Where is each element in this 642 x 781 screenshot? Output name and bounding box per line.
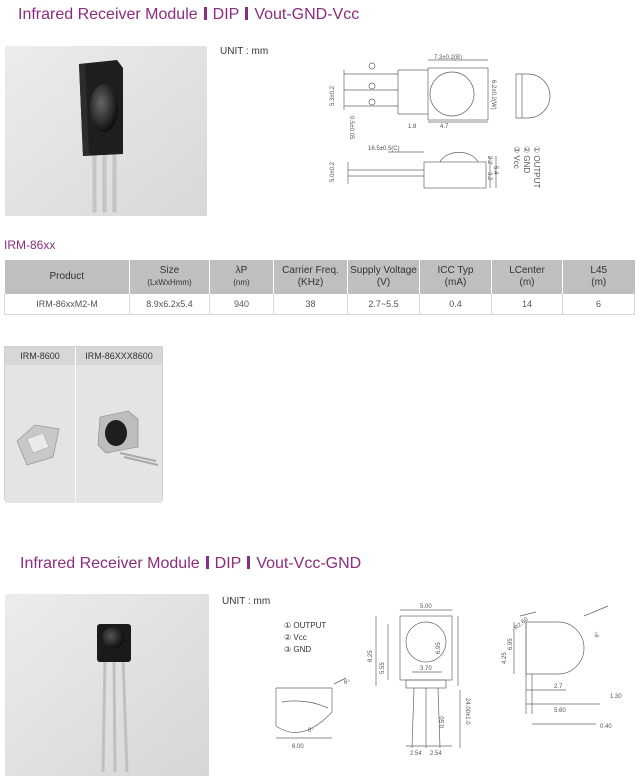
- dim-pitch-1: 2.54: [410, 751, 422, 757]
- cell-l45: 6: [563, 294, 635, 315]
- pin-label-3: ③ GND: [284, 645, 312, 654]
- package-label: IRM-8600: [5, 347, 75, 365]
- cell-wavelength: 940: [210, 294, 274, 315]
- title-divider: [206, 556, 209, 569]
- product-photo-irm86xx: [5, 46, 207, 216]
- package-label: IRM-86XXX8600: [76, 347, 162, 365]
- pin-label-2: ② Vcc: [284, 633, 307, 642]
- series-label: IRM-86xx: [4, 238, 56, 252]
- title-part-product: Infrared Receiver Module: [18, 6, 198, 23]
- title-part-package: DIP: [214, 555, 242, 572]
- package-item: [76, 347, 162, 499]
- dim-lead-width: 0.50: [440, 716, 446, 728]
- package-image-irm8600: [5, 365, 75, 503]
- cell-carrier-freq: 38: [274, 294, 348, 315]
- dim-d1: 2.7: [554, 684, 563, 690]
- dim-body-height: 5.0±0.2: [330, 162, 336, 182]
- title-part-package: DIP: [212, 6, 240, 23]
- spec-table: [4, 260, 635, 315]
- dim-body-width: 6.00: [292, 744, 304, 750]
- col-carrier-freq: Carrier Freq. (KHz): [274, 260, 348, 294]
- dim-height-left: 5.3±0.2: [330, 86, 336, 106]
- dim-angle-2: 6°: [344, 680, 350, 686]
- col-wavelength: λP (nm): [210, 260, 274, 294]
- dim-d4: 0.40: [600, 724, 612, 730]
- col-l-center: LCenter (m): [492, 260, 563, 294]
- dim-h3: 6.95: [436, 642, 442, 654]
- dim-lead-length: 24.00±1.0: [464, 698, 470, 725]
- table-row: [5, 294, 635, 315]
- cell-supply-voltage: 2.7~5.5: [348, 294, 420, 315]
- dimension-drawing-1: [328, 52, 642, 204]
- dimension-drawing-2b: [362, 600, 482, 758]
- cell-l-center: 14: [492, 294, 563, 315]
- cell-size: 8.9x6.2x5.4: [130, 294, 210, 315]
- col-size: Size (LxWxHmm): [130, 260, 210, 294]
- pin-label-3: ③ Vcc: [512, 146, 521, 169]
- dim-h4: 4.25: [502, 652, 508, 664]
- cell-product: IRM-86xxM2-M: [5, 294, 130, 315]
- col-icc: ICC Typ (mA): [420, 260, 492, 294]
- dim-radius: R2.60: [513, 616, 530, 632]
- dim-h1: 8.25: [368, 650, 374, 662]
- dim-pitch-2: 2.54: [430, 751, 442, 757]
- dim-lead-length: 16.5±0.5(C): [368, 146, 400, 152]
- dim-w2: 3.70: [420, 666, 432, 672]
- dim-angle-3: 6°: [308, 728, 314, 734]
- section-title-vout-gnd-vcc: [18, 6, 359, 24]
- dimension-drawing-2c: [496, 604, 636, 740]
- col-product: Product: [5, 260, 130, 294]
- title-divider: [204, 7, 207, 20]
- title-part-product: Infrared Receiver Module: [20, 555, 200, 572]
- dim-d3: 2.2: [486, 156, 492, 165]
- col-l45: L45 (m): [563, 260, 635, 294]
- unit-label: UNIT : mm: [220, 46, 269, 57]
- ir-receiver-image: [5, 594, 209, 776]
- section-title-vout-vcc-gnd: [20, 555, 361, 573]
- ir-receiver-image: [5, 46, 207, 216]
- dim-h2: 5.55: [380, 662, 386, 674]
- dim-d3: 5.60: [554, 708, 566, 714]
- dim-top-width: 5.00: [420, 604, 432, 610]
- dimension-drawing-2a: [262, 672, 360, 752]
- dim-d1: 1.8: [408, 124, 417, 130]
- title-divider: [245, 7, 248, 20]
- title-part-pinout: Vout-Vcc-GND: [256, 555, 362, 572]
- cell-icc: 0.4: [420, 294, 492, 315]
- dim-d4: 3.2: [486, 172, 492, 181]
- package-item: [5, 347, 76, 499]
- title-part-pinout: Vout-GND-Vcc: [254, 6, 360, 23]
- dim-lead: 0.5±0.05: [348, 116, 354, 140]
- package-variants: [4, 346, 163, 500]
- dim-d5: 5.4: [492, 166, 498, 175]
- package-image-irm86xxx8600: [76, 365, 162, 503]
- title-divider: [247, 556, 250, 569]
- unit-label: UNIT : mm: [222, 596, 271, 607]
- dim-h5: 6.95: [508, 638, 514, 650]
- spec-table-header: [5, 260, 635, 294]
- dim-d2: 1.30: [610, 694, 622, 700]
- product-photo-vout-vcc-gnd: [5, 594, 209, 776]
- pin-label-2: ② GND: [522, 146, 531, 174]
- col-supply-voltage: Supply Voltage (V): [348, 260, 420, 294]
- dim-angle: 6°: [594, 631, 602, 639]
- dim-width-top: 7.3±0.2(B): [434, 55, 462, 61]
- dim-d2: 4.7: [440, 124, 449, 130]
- dim-height-right: 6.2±0.2(W): [490, 80, 496, 110]
- pin-legend: [284, 620, 326, 656]
- pin-label-1: ① OUTPUT: [532, 146, 541, 189]
- pin-label-1: ① OUTPUT: [284, 621, 327, 630]
